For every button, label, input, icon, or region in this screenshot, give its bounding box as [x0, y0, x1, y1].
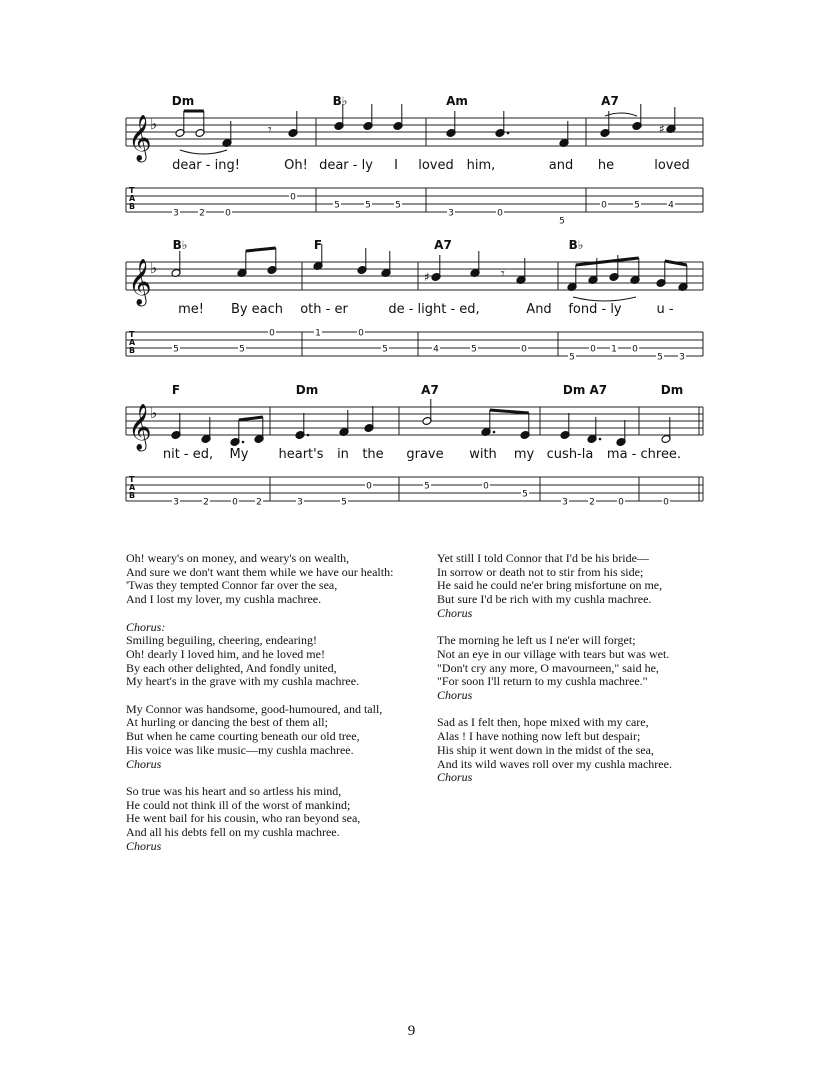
sharp-icon: ♯	[424, 270, 430, 284]
tab-number: 3	[173, 497, 179, 508]
tab-number: 0	[632, 344, 638, 355]
tab-number: 4	[433, 344, 439, 355]
lyric-syllable: loved	[654, 158, 690, 173]
slur	[180, 150, 227, 154]
tab-number: 4	[668, 200, 674, 211]
tab-number: 1	[315, 328, 321, 339]
verse-stanza	[437, 634, 737, 703]
verses-left-column	[126, 552, 416, 867]
verse-line: And sure we don't want them while we have our health:	[126, 564, 394, 579]
chord-symbol: Dm	[171, 94, 195, 108]
lyric-syllable: and	[548, 158, 574, 173]
verse-line: The morning he left us I ne'er will forget;	[437, 633, 636, 648]
tab-number: 2	[589, 497, 595, 508]
tab-number: 5	[334, 200, 340, 211]
lyric-syllable: in	[337, 447, 349, 462]
verse-stanza	[126, 703, 416, 772]
tab-clef-label: B	[129, 202, 136, 211]
tab-number: 3	[448, 208, 454, 219]
lyric-syllable: dear - ly	[319, 158, 373, 173]
tab-number: 3	[679, 352, 685, 363]
lyric-syllable: me!	[178, 302, 204, 317]
slur	[605, 113, 637, 116]
treble-clef-icon: 𝄞	[128, 404, 152, 450]
chord-symbol: A7	[601, 94, 619, 108]
verse-line: My heart's in the grave with my cushla machree.	[126, 674, 360, 689]
chorus-marker: Chorus	[437, 605, 473, 620]
verse-stanza	[437, 552, 737, 621]
verse-line: Not an eye in our village with tears but was wet.	[437, 646, 670, 661]
tab-number: 5	[657, 352, 663, 363]
key-signature-flat-icon: ♭	[150, 404, 158, 422]
tab-clef-label: A	[129, 483, 136, 492]
verse-line: 'Twas they tempted Connor far over the sea,	[126, 578, 338, 593]
verse-line: At hurling or dancing the best of them all;	[126, 715, 328, 730]
verse-line: "For soon I'll return to my cushla machree."	[437, 674, 648, 689]
tab-number: 2	[199, 208, 205, 219]
tab-clef-label: B	[129, 491, 136, 500]
tab-number: 2	[203, 497, 209, 508]
key-signature-flat-icon: ♭	[150, 115, 158, 133]
verse-line: He said he could ne'er bring misfortune on me,	[437, 578, 663, 593]
lyric-syllable: fond - ly	[568, 302, 622, 317]
lyric-syllable: Oh!	[284, 158, 308, 173]
tab-clef-label: T	[129, 330, 135, 339]
tab-number: 3	[562, 497, 568, 508]
tab-number: 1	[611, 344, 617, 355]
chord-symbol: A7	[434, 238, 452, 252]
verse-line: And its wild waves roll over my cushla machree.	[437, 756, 672, 771]
tab-number: 5	[424, 481, 430, 492]
verse-line: His voice was like music—my cushla machree.	[126, 742, 354, 757]
chorus-marker: Chorus	[126, 756, 162, 771]
lyric-syllable: My	[229, 447, 249, 462]
lyric-syllable: cush-la	[546, 447, 594, 462]
tab-clef-label: T	[129, 475, 135, 484]
verse-line: Oh! dearly I loved him, and he loved me!	[126, 646, 325, 661]
beam	[576, 258, 639, 265]
tab-number: 5	[173, 344, 179, 355]
note-dot	[242, 441, 245, 444]
tab-number: 0	[358, 328, 364, 339]
tab-number: 2	[256, 497, 262, 508]
tab-clef-label: A	[129, 194, 136, 203]
verse-line: In sorrow or death not to stir from his side;	[437, 564, 644, 579]
lyric-syllable: oth - er	[300, 302, 348, 317]
treble-clef-icon: 𝄞	[128, 259, 152, 305]
note-dot	[599, 438, 602, 441]
beam	[490, 410, 529, 413]
tab-number: 5	[239, 344, 245, 355]
verse-line: But sure I'd be rich with my cushla machree.	[437, 592, 652, 607]
verse-line: He could not think ill of the worst of mankind;	[126, 797, 351, 812]
lyric-syllable: the	[362, 447, 384, 462]
lyric-syllable: I	[394, 158, 398, 173]
tab-clef-label: T	[129, 186, 135, 195]
lyric-syllable: him,	[466, 158, 496, 173]
verse-line: So true was his heart and so artless his mind,	[126, 783, 342, 798]
tab-number: 0	[497, 208, 503, 219]
lyric-syllable: And	[526, 302, 552, 317]
tab-number: 3	[297, 497, 303, 508]
slur	[573, 297, 636, 301]
note-dot	[507, 132, 510, 135]
eighth-rest-icon: 𝄾	[501, 266, 505, 282]
tab-number: 0	[590, 344, 596, 355]
tab-number: 0	[618, 497, 624, 508]
lyric-syllable: ma - chree.	[606, 447, 682, 462]
note-dot	[307, 434, 310, 437]
note-dot	[493, 431, 496, 434]
tab-number: 5	[559, 216, 565, 227]
verse-line: Yet still I told Connor that I'd be his bride—	[437, 551, 649, 565]
chorus-heading: Chorus:	[126, 619, 166, 634]
beam	[246, 248, 276, 251]
sharp-icon: ♯	[659, 122, 665, 136]
tab-number: 5	[365, 200, 371, 211]
tab-number: 0	[269, 328, 275, 339]
page-number: 9	[407, 1023, 416, 1039]
tab-number: 0	[663, 497, 669, 508]
verse-line: Smiling beguiling, cheering, endearing!	[126, 633, 317, 648]
verse-line: Sad as I felt then, hope mixed with my care,	[437, 715, 649, 730]
lyric-syllable: u -	[656, 302, 674, 317]
score-system-1	[126, 94, 703, 227]
verse-line: And I lost my lover, my cushla machree.	[126, 592, 322, 607]
lyric-syllable: de - light - ed,	[388, 302, 480, 317]
tab-number: 0	[366, 481, 372, 492]
chorus-marker: Chorus	[126, 838, 162, 853]
tab-clef-label: B	[129, 346, 136, 355]
key-signature-flat-icon: ♭	[150, 259, 158, 277]
tab-number: 5	[471, 344, 477, 355]
lyric-syllable: By each	[230, 302, 284, 317]
verse-line: "Don't cry any more, O mavourneen," said he,	[437, 660, 659, 675]
tab-number: 5	[522, 489, 528, 500]
tab-clef-label: A	[129, 338, 136, 347]
verse-line: And all his debts fell on my cushla machree.	[126, 825, 340, 840]
lyric-syllable: heart's	[278, 447, 324, 462]
verse-line: By each other delighted, And fondly united,	[126, 660, 337, 675]
score-system-3	[126, 383, 703, 508]
verse-stanza	[126, 552, 416, 607]
verse-line: Oh! weary's on money, and weary's on wealth,	[126, 551, 350, 565]
tab-number: 3	[173, 208, 179, 219]
verse-line: But when he came courting beneath our old tree,	[126, 729, 360, 744]
chorus-marker: Chorus	[437, 770, 473, 785]
chord-symbol: F	[171, 383, 181, 397]
chord-symbol: Dm	[295, 383, 319, 397]
tab-number: 5	[569, 352, 575, 363]
tab-number: 0	[601, 200, 607, 211]
eighth-rest-icon: 𝄾	[268, 122, 272, 138]
verse-line: His ship it went down in the midst of the sea,	[437, 742, 654, 757]
verse-stanza	[126, 785, 416, 854]
tab-number: 0	[521, 344, 527, 355]
lyric-syllable: he	[597, 158, 615, 173]
verse-stanza	[437, 716, 737, 785]
chord-symbol: A7	[421, 383, 439, 397]
tab-number: 5	[341, 497, 347, 508]
chord-symbol: F	[313, 238, 323, 252]
treble-clef-icon: 𝄞	[128, 115, 152, 161]
tab-number: 0	[483, 481, 489, 492]
verse-line: Alas ! I have nothing now left but despair;	[437, 729, 641, 744]
lyric-syllable: loved	[418, 158, 454, 173]
tab-number: 5	[395, 200, 401, 211]
chord-symbol: Am	[446, 94, 468, 108]
beam	[239, 417, 263, 420]
tab-number: 0	[225, 208, 231, 219]
chorus-marker: Chorus	[437, 688, 473, 703]
chord-symbol: B♭	[172, 238, 188, 252]
verse-line: He went bail for his cousin, who ran beyond sea,	[126, 811, 361, 826]
chord-symbol: Dm A7	[562, 383, 608, 397]
tab-number: 5	[382, 344, 388, 355]
lyric-syllable: nit - ed,	[162, 447, 214, 462]
verse-stanza	[126, 621, 416, 690]
chord-symbol: Dm	[660, 383, 684, 397]
lyric-syllable: dear - ing!	[172, 158, 240, 173]
tab-number: 0	[290, 192, 296, 203]
verse-line: My Connor was handsome, good-humoured, and tall,	[126, 701, 383, 716]
score-system-2	[126, 238, 703, 363]
chord-symbol: B♭	[568, 238, 584, 252]
tab-number: 0	[232, 497, 238, 508]
tab-number: 5	[634, 200, 640, 211]
verses-right-column	[437, 552, 737, 799]
lyric-syllable: with	[469, 447, 497, 462]
lyric-syllable: my	[513, 447, 535, 462]
lyric-syllable: grave	[406, 447, 444, 462]
chord-symbol: B♭	[332, 94, 348, 108]
